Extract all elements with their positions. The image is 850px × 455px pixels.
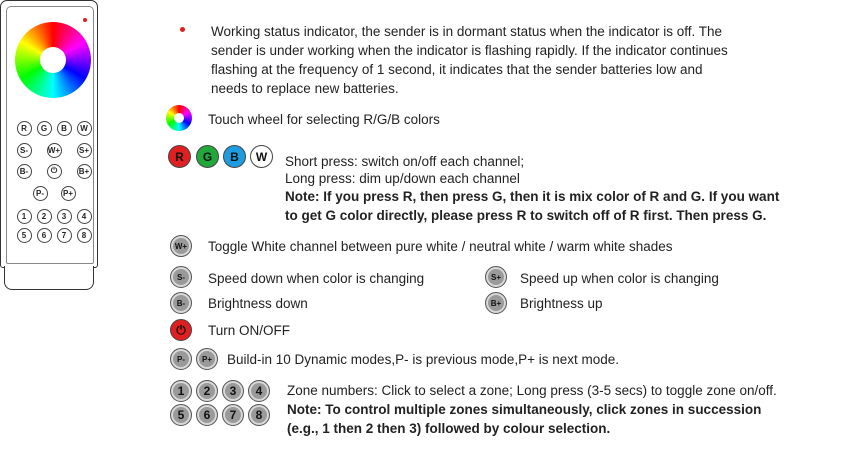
remote-button[interactable]: 4 — [77, 209, 92, 224]
channel-w-button-icon: W — [250, 145, 273, 168]
remote-button[interactable]: B- — [17, 164, 32, 179]
zone-3-button-icon: 3 — [222, 380, 244, 402]
indicator-line-2: sender is under working when the indicator is flashing rapidly. If the indicator continues — [211, 43, 728, 58]
brightness-up-text: Brightness up — [520, 296, 603, 311]
remote-base — [4, 266, 94, 290]
remote-button[interactable]: W+ — [47, 143, 62, 158]
indicator-line-1: Working status indicator, the sender is in dormant status when the indicator is off. The — [211, 24, 723, 39]
power-text: Turn ON/OFF — [208, 323, 291, 338]
speed-down-text: Speed down when color is changing — [208, 271, 425, 286]
zones-text: Zone numbers: Click to select a zone; Long press (3-5 secs) to toggle zone on/off. — [287, 383, 777, 398]
indicator-led — [83, 18, 87, 22]
zone-6-button-icon: 6 — [196, 404, 218, 426]
mode-next-button-icon: P+ — [196, 348, 218, 370]
zone-7-button-icon: 7 — [222, 404, 244, 426]
remote-button[interactable]: 2 — [37, 209, 52, 224]
zones-note-line-2: (e.g., 1 then 2 then 3) followed by colour selection. — [287, 421, 611, 436]
indicator-dot — [180, 27, 185, 32]
remote-button[interactable]: R — [17, 121, 32, 136]
modes-text: Build-in 10 Dynamic modes,P- is previous mode,P+ is next mode. — [227, 352, 620, 367]
speed-down-button-icon: S- — [170, 266, 192, 288]
channel-g-button-icon: G — [196, 145, 219, 168]
rgbw-note-line-2: to get G color directly, please press R to switch off of R first. Then press G. — [285, 208, 767, 223]
zones-description — [287, 381, 777, 438]
remote-button[interactable]: G — [37, 121, 52, 136]
speed-up-text: Speed up when color is changing — [520, 271, 719, 286]
channel-b-button-icon: B — [223, 145, 246, 168]
remote-button[interactable]: W — [77, 121, 92, 136]
zone-2-button-icon: 2 — [196, 380, 218, 402]
brightness-up-button-icon: B+ — [485, 292, 507, 314]
brightness-down-text: Brightness down — [208, 296, 308, 311]
zone-4-button-icon: 4 — [248, 380, 270, 402]
white-toggle-text: Toggle White channel between pure white / neutral white / warm white shades — [208, 239, 673, 254]
mode-previous-button-icon: P- — [170, 348, 192, 370]
short-press-text: Short press: switch on/off each channel; — [285, 154, 525, 169]
remote-button[interactable]: 1 — [17, 209, 32, 224]
touch-wheel-text: Touch wheel for selecting R/G/B colors — [208, 112, 440, 127]
remote-illustration — [0, 0, 98, 292]
power-icon: ⏻ — [170, 319, 192, 341]
remote-button[interactable]: P+ — [61, 186, 76, 201]
remote-button[interactable]: 7 — [57, 228, 72, 243]
remote-button[interactable]: ⏻ — [47, 164, 62, 179]
white-plus-button-icon: W+ — [170, 235, 192, 257]
indicator-description — [211, 22, 728, 98]
remote-button[interactable]: P- — [33, 186, 48, 201]
remote-button[interactable]: 5 — [17, 228, 32, 243]
zone-1-button-icon: 1 — [170, 380, 192, 402]
remote-button[interactable]: B — [57, 121, 72, 136]
brightness-down-button-icon: B- — [170, 292, 192, 314]
indicator-line-4: needs to replace new batteries. — [211, 81, 399, 96]
zone-5-button-icon: 5 — [170, 404, 192, 426]
rgbw-description — [285, 152, 779, 225]
remote-button[interactable]: 3 — [57, 209, 72, 224]
color-wheel — [15, 22, 91, 98]
channel-r-button-icon: R — [168, 145, 191, 168]
indicator-line-3: flashing at the frequency of 1 second, it indicates that the sender batteries low and — [211, 62, 703, 77]
remote-button[interactable]: 6 — [37, 228, 52, 243]
speed-up-button-icon: S+ — [485, 266, 507, 288]
long-press-text: Long press: dim up/down each channel — [285, 171, 520, 186]
remote-button[interactable]: 8 — [77, 228, 92, 243]
zones-note-line-1: Note: To control multiple zones simultaneously, click zones in succession — [287, 402, 762, 417]
touch-wheel-icon — [166, 105, 192, 131]
rgbw-note-line-1: Note: If you press R, then press G, then it is mix color of R and G. If you want — [285, 189, 780, 204]
zone-8-button-icon: 8 — [248, 404, 270, 426]
remote-button[interactable]: S+ — [77, 143, 92, 158]
remote-button[interactable]: B+ — [77, 164, 92, 179]
remote-button[interactable]: S- — [17, 143, 32, 158]
